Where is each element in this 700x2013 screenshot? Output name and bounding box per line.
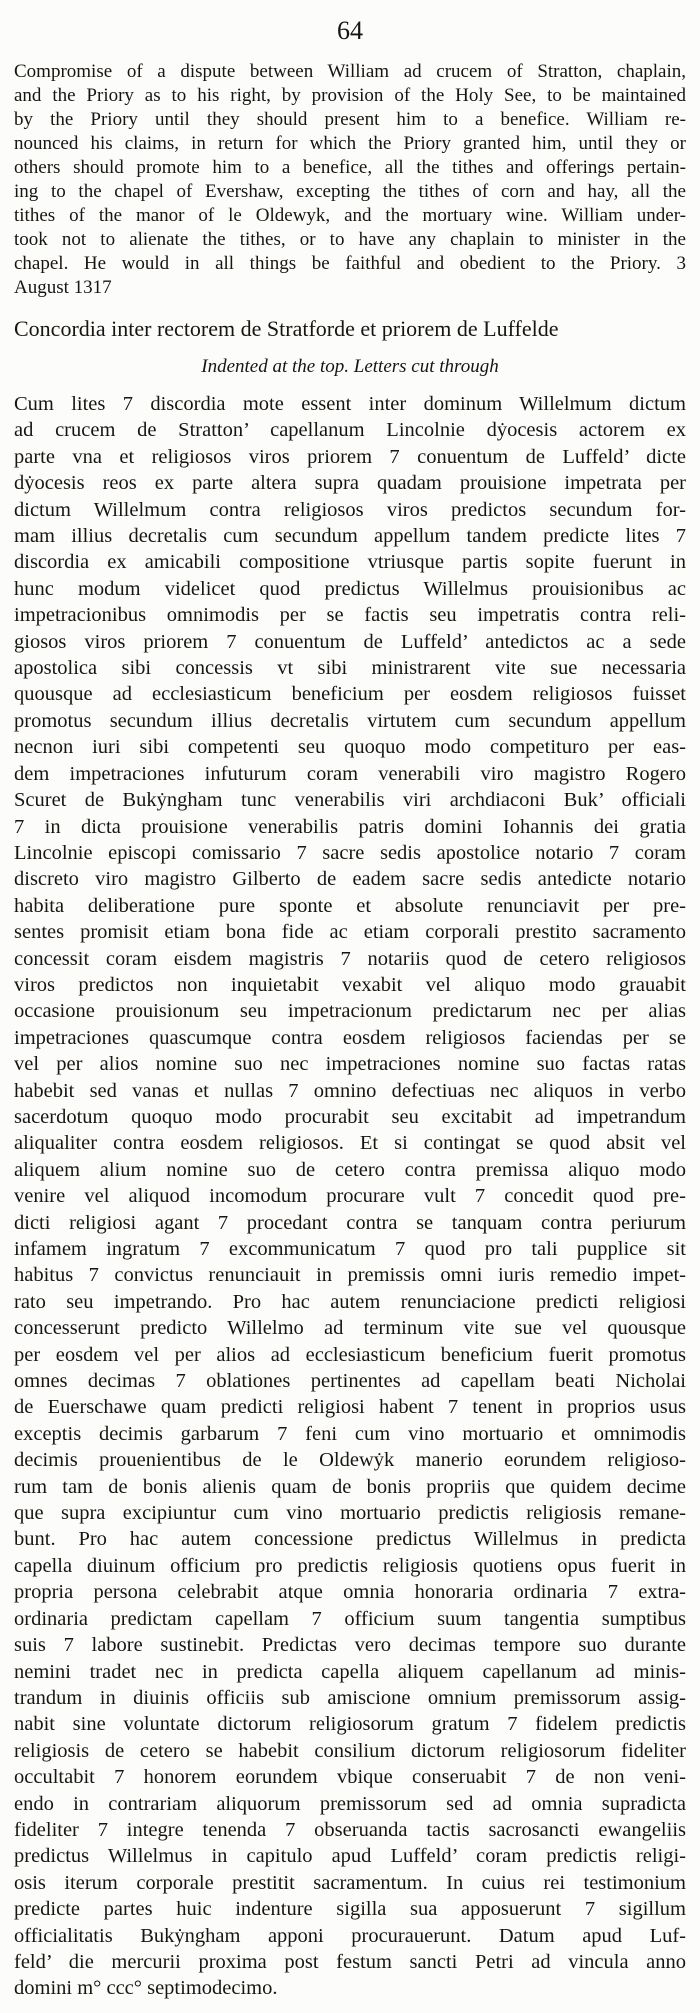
text-line: Cum lites 7 discordia mote essent inter dominum Willelmum dictum [14, 393, 686, 415]
text-line: suis 7 labore sustinebit. Predictas vero decimas tempore suo durante [14, 1634, 686, 1657]
text-line: August 1317 [14, 277, 112, 298]
text-line: apostolica sibi concessis vt sibi ministrarent vite sue necessaria [14, 657, 686, 680]
text-line: occasione prouisionum seu impetracionum predictarum nec per alias [14, 1000, 686, 1023]
text-line: necnon iuri sibi competenti seu quoquo modo competituro per eas- [14, 736, 686, 759]
text-line: occultabit 7 honorem eorundem vbique conseruabit 7 de non veni- [14, 1766, 686, 1789]
text-line: endo in contrariam aliquorum premissorum sed ad omnia supradicta [14, 1792, 686, 1815]
text-line: ordinaria predictam capellam 7 officium suum tangentia sumptibus [14, 1607, 686, 1630]
text-line: ad crucem de Stratton’ capellanum Lincolnie dẏocesis actorem ex [14, 419, 686, 442]
text-line: aliqualiter contra eosdem religiosos. Et si contingat se quod absit vel [14, 1132, 686, 1155]
text-line: trandum in diuinis officiis sub amiscione omnium premissorum assig- [14, 1686, 686, 1709]
text-line: impetracionibus omnimodis per se factis seu impetratis contra reli- [14, 604, 686, 627]
text-line: concessit coram eisdem magistris 7 notariis quod de cetero religiosos [14, 947, 686, 970]
text-line: religiosis de cetero se habebit consilium dictorum religiosorum fideliter [14, 1739, 686, 1762]
text-line: parte vna et religiosos viros priorem 7 conuentum de Luffeld’ dicte [14, 445, 686, 468]
text-line: Scuret de Bukẏngham tunc venerabilis viri archdiaconi Buk’ officiali [14, 789, 686, 812]
text-line: nabit sine voluntate dictorum religiosorum gratum 7 fidelem predictis [14, 1713, 686, 1736]
text-line: venire vel aliquod incomodum procurare vult 7 concedit quod pre- [14, 1185, 686, 1208]
text-line: viros predictos non inquietabit vexabit vel aliquo modo grauabit [14, 973, 686, 996]
text-line: dẏocesis reos ex parte altera supra quadam prouisione impetrata per [14, 472, 686, 495]
text-line: discreto viro magistro Gilberto de eadem sacre sedis antedicte notario [14, 868, 686, 891]
text-line: habita deliberatione pure sponte et absolute renunciavit per pre- [14, 894, 686, 917]
text-line: feld’ die mercurii proxima post festum sancti Petri ad vincula anno [14, 1950, 686, 1973]
text-line: hunc modum videlicet quod predictus Willelmus prouisionibus ac [14, 577, 686, 600]
charter-text [14, 391, 686, 2002]
text-line: fideliter 7 integre tenenda 7 obseruanda tactis sacrosancti ewangeliis [14, 1818, 686, 1841]
text-line: 7 in dicta prouisione venerabilis patris domini Iohannis dei gratia [14, 815, 686, 838]
text-line: sentes promisit etiam bona fide ac etiam corporali prestito sacramento [14, 921, 686, 944]
text-line: concesserunt predicto Willelmo ad terminum vite sue vel quousque [14, 1317, 686, 1340]
text-line: propria persona celebrabit atque omnia honoraria ordinaria 7 extra- [14, 1581, 686, 1604]
text-line: dicti religiosi agant 7 procedant contra se tanquam contra periurum [14, 1211, 686, 1234]
text-line: by the Priory until they should present him to a benefice. William re- [14, 109, 686, 130]
text-line: nemini tradet nec in predicta capella aliquem capellanum ad minis- [14, 1660, 686, 1683]
text-line: quousque ad ecclesiasticum beneficium per eosdem religiosos fuisset [14, 683, 686, 706]
text-line: domini m° ccc° septimodecimo. [14, 1977, 278, 2000]
text-line: discordia ex amicabili compositione vtriusque partis sopite fuerunt in [14, 551, 686, 574]
text-line: habebit sed vanas et nullas 7 omnino defectiuas nec aliquos in verbo [14, 1079, 686, 1102]
text-line: aliquem alium nomine suo de cetero contra premissa aliquo modo [14, 1158, 686, 1181]
text-line: que supra excipiuntur cum vino mortuario predictis religiosis remane- [14, 1502, 686, 1525]
text-line: capella diuinum officium pro predictis religiosis quotiens opus fuerit in [14, 1554, 686, 1577]
text-line: tithes of the manor of le Oldewyk, and the mortuary wine. William under- [14, 205, 686, 226]
text-line: giosos viros priorem 7 conuentum de Luffeld’ antedictos ac a sede [14, 630, 686, 653]
text-line: osis iterum corporale prestitit sacramentum. In cuius rei testimonium [14, 1871, 686, 1894]
text-line: rato seu impetrando. Pro hac autem renunciacione predicti religiosi [14, 1290, 686, 1313]
editorial-note: Indented at the top. Letters cut through [201, 356, 499, 377]
text-line: predictus Willelmus in capitulo apud Luffeld’ coram predictis religi- [14, 1845, 686, 1868]
text-line: per eosdem vel per alios ad ecclesiasticum beneficium fuerit promotus [14, 1343, 686, 1366]
text-line: promotus secundum illius decretalis virtutem cum secundum appellum [14, 709, 686, 732]
text-line: omnes decimas 7 oblationes pertinentes ad capellam beati Nicholai [14, 1370, 686, 1393]
text-line: chapel. He would in all things be faithful and obedient to the Priory. 3 [14, 253, 686, 274]
section-heading: Concordia inter rectorem de Stratforde et priorem de Luffelde [14, 316, 559, 341]
text-line: others should promote him to a benefice, all the tithes and offerings pertain- [14, 157, 686, 178]
text-line: ing to the chapel of Evershaw, excepting the tithes of corn and hay, all the [14, 181, 686, 202]
text-line: dictum Willelmum contra religiosos viros predictos secundum for- [14, 498, 686, 521]
text-line: Lincolnie episcopi comissario 7 sacre sedis apostolice notario 7 coram [14, 841, 686, 864]
text-line: de Euerschawe quam predicti religiosi habent 7 tenent in proprios usus [14, 1396, 686, 1419]
text-line: habitus 7 convictus renunciauit in premissis omni iuris remedio impet- [14, 1264, 686, 1287]
text-line: officialitatis Bukẏngham apponi procurauerunt. Datum apud Luf- [14, 1924, 686, 1947]
text-line: infamem ingratum 7 excommunicatum 7 quod pro tali pupplice sit [14, 1238, 686, 1260]
text-line: sacerdotum quoquo modo procurabit seu excitabit ad impetrandum [14, 1105, 686, 1128]
text-line: dem impetraciones infuturum coram venerabili viro magistro Rogero [14, 762, 686, 785]
text-line: rum tam de bonis alienis quam de bonis propriis que quidem decime [14, 1475, 686, 1498]
text-line: and the Priory as to his right, by provision of the Holy See, to be maintained [14, 85, 686, 106]
text-line: predicte partes huic indenture sigilla sua apposuerunt 7 sigillum [14, 1898, 686, 1921]
text-line: impetraciones quascumque contra eosdem religiosos faciendas per se [14, 1026, 686, 1049]
text-line: exceptis decimis garbarum 7 feni cum vino mortuario et omnimodis [14, 1422, 686, 1445]
text-line: Compromise of a dispute between William ad crucem of Stratton, chaplain, [14, 61, 686, 82]
text-line: nounced his claims, in return for which the Priory granted him, until they or [14, 133, 686, 154]
text-line: took not to alienate the tithes, or to have any chaplain to minister in the [14, 229, 686, 250]
text-line: bunt. Pro hac autem concessione predictus Willelmus in predicta [14, 1528, 686, 1551]
text-line: vel per alios nomine suo nec impetraciones nomine suo factas ratas [14, 1053, 686, 1076]
summary-paragraph [14, 60, 686, 300]
text-line: decimis prouenientibus de le Oldewẏk manerio eorundem religioso- [14, 1449, 686, 1472]
text-line: mam illius decretalis cum secundum appellum tandem predicte lites 7 [14, 525, 686, 548]
page-number: 64 [337, 16, 363, 45]
